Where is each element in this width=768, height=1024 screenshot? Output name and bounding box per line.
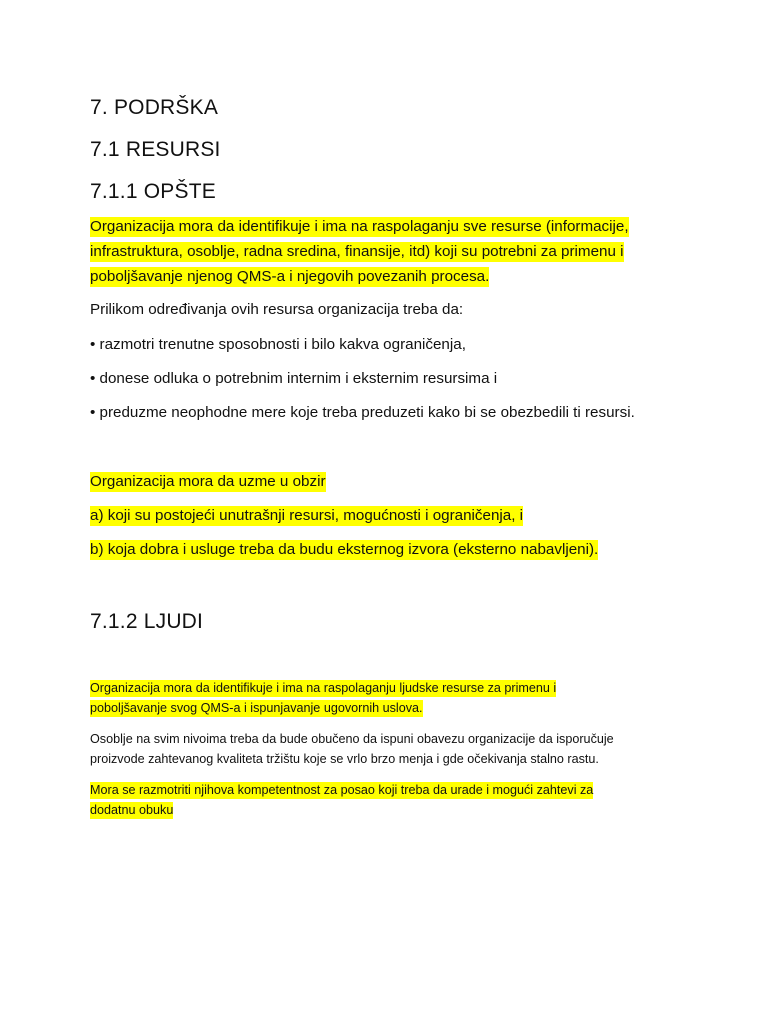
heading-ljudi: 7.1.2 LJUDI (90, 610, 204, 633)
bullet-item: • donese odluka o potrebnim internim i eksternim resursima i (90, 370, 498, 387)
heading-podrska: 7. PODRŠKA (90, 96, 219, 119)
highlight-line: Mora se razmotriti njihova kompetentnost za posao koji treba da urade i mogući zahtevi za (90, 783, 594, 797)
text-line: proizvode zahtevanog kvaliteta tržištu koje se vrlo brzo menja i gde očekivanja stalno rastu. (90, 752, 599, 766)
highlight-line: Organizacija mora da identifikuje i ima na raspolaganju ljudske resurse za primenu i (90, 681, 557, 695)
heading-resursi: 7.1 RESURSI (90, 138, 221, 161)
list-item-b: b) koja dobra i usluge treba da budu eksternog izvora (eksterno nabavljeni). (90, 541, 599, 558)
highlight-line: Organizacija mora da identifikuje i ima na raspolaganju sve resurse (informacije, (90, 218, 629, 235)
highlight-line: poboljšavanje svog QMS-a i ispunjavanje ugovornih uslova. (90, 701, 423, 715)
consider-paragraph: Organizacija mora da uzme u obzir (90, 473, 326, 490)
bullet-item: • razmotri trenutne sposobnosti i bilo kakva ograničenja, (90, 336, 466, 353)
highlight-line: poboljšavanje njenog QMS-a i njegovih povezanih procesa. (90, 268, 490, 285)
bullet-item: • preduzme neophodne mere koje treba preduzeti kako bi se obezbedili ti resursi. (90, 404, 635, 421)
highlight-line: infrastruktura, osoblje, radna sredina, finansije, itd) koji su potrebni za primenu i (90, 243, 624, 260)
list-item-a: a) koji su postojeći unutrašnji resursi, mogućnosti i ograničenja, i (90, 507, 524, 524)
heading-opste: 7.1.1 OPŠTE (90, 180, 216, 203)
intro-paragraph: Prilikom određivanja ovih resursa organizacija treba da: (90, 301, 464, 318)
highlight-line: dodatnu obuku (90, 803, 174, 817)
text-line: Osoblje na svim nivoima treba da bude obučeno da ispuni obavezu organizacije da isporučuje (90, 732, 614, 746)
